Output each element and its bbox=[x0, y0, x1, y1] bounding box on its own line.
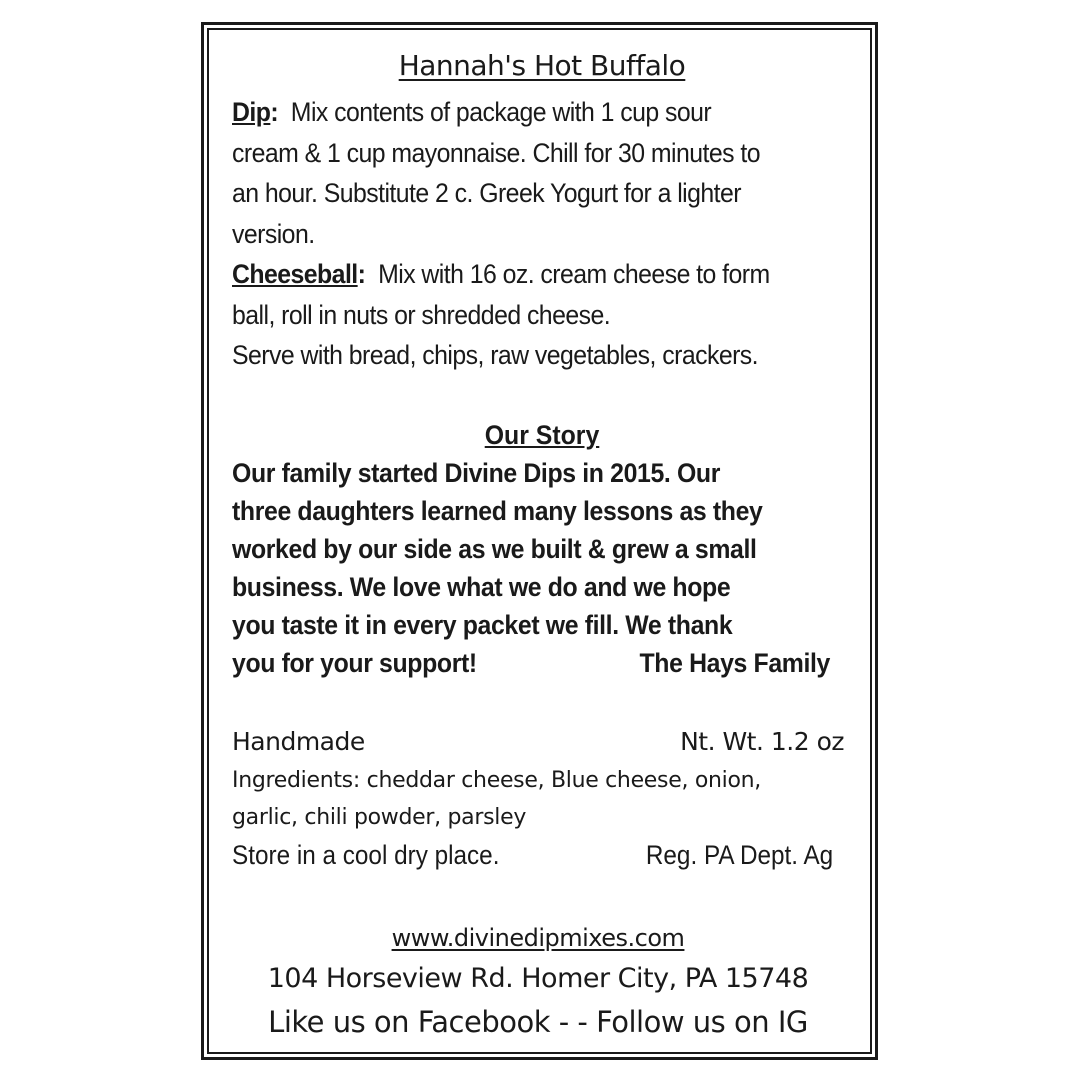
storage-registration-row bbox=[232, 836, 833, 874]
dip-instructions: Dip: Mix contents of package with 1 cup sour cream & 1 cup mayonnaise. Chill for 30 minutes to an hour. Substitute 2 c. Greek Yogurt for a lighter version. bbox=[232, 97, 760, 249]
address: 104 Horseview Rd. Homer City, PA 15748 bbox=[267, 962, 809, 994]
registration-text: Reg. PA Dept. Ag bbox=[645, 839, 834, 870]
dip-label: Dip bbox=[232, 97, 271, 127]
story-text: Our family started Divine Dips in 2015. Our three daughters learned many lessons as they worked by our side as we built & grew a small business. We love what we do and we hope you taste it in every packet we fill. We thank you for your support! The Hays Family bbox=[232, 454, 852, 682]
handmade-weight-row bbox=[232, 722, 844, 762]
cheeseball-instructions: Cheeseball: Mix with 16 oz. cream cheese to form ball, roll in nuts or shredded cheese. Serve with bread, chips, raw vegetables, crackers. bbox=[232, 259, 770, 370]
social-text: Like us on Facebook - - Follow us on IG bbox=[268, 1004, 808, 1039]
website-link[interactable]: www.divinedipmixes.com bbox=[391, 923, 685, 952]
handmade-text: Handmade bbox=[232, 726, 365, 756]
storage-text: Store in a cool dry place. bbox=[232, 839, 500, 870]
product-title: Hannah's Hot Buffalo bbox=[398, 49, 686, 82]
ingredients: Ingredients: cheddar cheese, Blue cheese, onion, garlic, chili powder, parsley bbox=[232, 767, 761, 830]
story-title: Our Story bbox=[484, 419, 600, 450]
net-weight: Nt. Wt. 1.2 oz bbox=[680, 726, 844, 756]
cheeseball-label: Cheeseball bbox=[232, 259, 358, 289]
product-label bbox=[232, 40, 852, 1044]
story-signature: The Hays Family bbox=[639, 647, 830, 678]
label-footer bbox=[232, 918, 844, 1044]
